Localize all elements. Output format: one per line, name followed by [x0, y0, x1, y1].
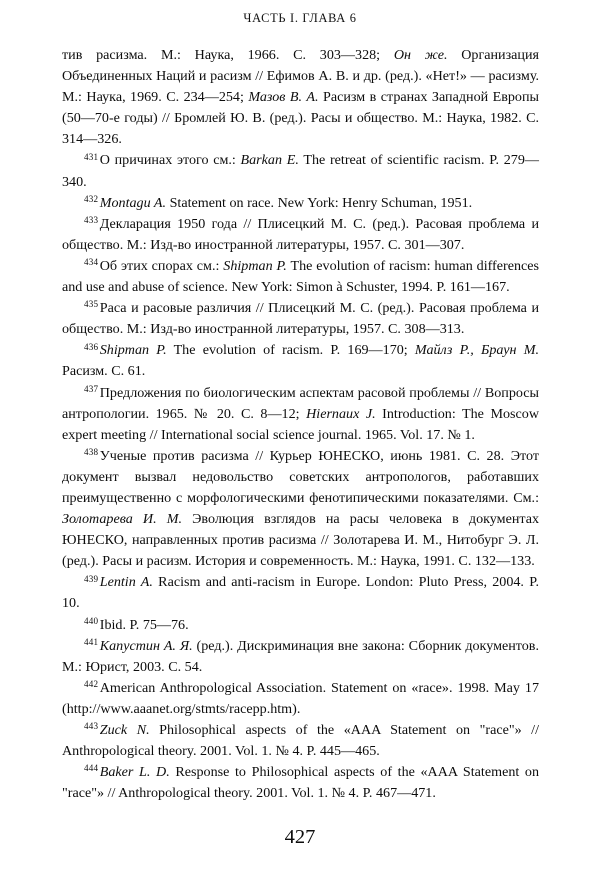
footnote-entry [62, 762, 539, 804]
footnote-number: 436 [84, 341, 99, 352]
reference-text: Ученые против расизма // Курьер ЮНЕСКО, июнь 1981. С. 28. Этот документ вызвал недовольство советских антропологов, работавших преимущественно с морфологическими фенотипическими показателями. См.: [62, 447, 539, 506]
footnote-entry [62, 383, 539, 446]
continued-paragraph [62, 45, 539, 150]
reference-text: American Anthropological Association. Statement on «race». 1998. May 17 (http://www.aaanet.org/stmts/racepp.htm). [62, 679, 539, 717]
footnote-number: 434 [84, 257, 99, 268]
footnote-number: 443 [84, 721, 99, 732]
reference-text: Раса и расовые различия // Плисецкий М. С. (ред.). Расовая проблема и общество. М.: Изд-во иностранной литературы, 1957. С. 308—313. [62, 300, 539, 338]
text-block [62, 45, 539, 804]
footnote-entry [62, 720, 539, 762]
author-name: Shipman P. [99, 342, 167, 359]
reference-text: тив расизма. М.: Наука, 1966. С. 303—328; [62, 47, 394, 63]
reference-text: Introduction: The Moscow expert meeting // International social science journal. 1965. Vol. 17. № 1. [62, 405, 539, 443]
footnote-entry [62, 298, 539, 340]
author-name: Он же. [393, 47, 448, 63]
footnote-number: 431 [84, 151, 99, 162]
footnote-entry [62, 256, 539, 298]
reference-text: Расизм. С. 61. [62, 363, 146, 380]
reference-text: Декларация 1950 года // Плисецкий М. С. (ред.). Расовая проблема и общество. М.: Изд-во иностранной литературы, 1957. С. 301—307. [62, 215, 539, 253]
footnote-number: 440 [84, 615, 99, 626]
footnote-entry [62, 340, 539, 382]
author-name: Мазов В. А. [248, 89, 319, 106]
reference-text: Statement on race. New York: Henry Schuman, 1951. [166, 194, 473, 211]
footnote-entry [62, 636, 539, 678]
footnote-number: 432 [84, 193, 99, 204]
footnote-entry [62, 214, 539, 256]
author-name: Barkan E. [240, 152, 299, 169]
footnote-number: 438 [84, 447, 99, 458]
author-name: Lentin A. [99, 574, 153, 591]
author-name: Hiernaux J. [306, 405, 376, 422]
author-name: Капустин А. Я. [99, 637, 193, 654]
footnote-entry [62, 446, 539, 573]
reference-text: Philosophical aspects of the «AAA Statement on "race"» // Anthropological theory. 2001. Vol. 1. № 4. P. 445—465. [62, 722, 540, 760]
footnote-entry [62, 193, 539, 214]
author-name: Shipman P. [223, 257, 287, 274]
author-name: Baker L. D. [99, 764, 170, 781]
footnote-number: 441 [84, 636, 99, 647]
footnote-number: 439 [84, 573, 99, 584]
footnote-entry [62, 678, 539, 720]
reference-text: Racism and anti-racism in Europe. London: Pluto Press, 2004. P. 10. [62, 574, 539, 612]
footnote-entry [62, 150, 539, 192]
footnote-number: 442 [84, 679, 99, 690]
reference-text: (ред.). Дискриминация вне закона: Сборник документов. М.: Юрист, 2003. С. 54. [62, 637, 539, 675]
author-name: Zuck N. [99, 722, 150, 738]
reference-text: Ibid. P. 75—76. [99, 616, 189, 633]
author-name: Майлз Р., Браун М. [414, 342, 539, 359]
reference-text: О причинах этого см.: [99, 152, 241, 169]
reference-text: Организация Объединенных Наций и расизм // Ефимов А. В. и др. (ред.). «Нет!» — расизму. М.: Наука, 1969. С. 234—254; [62, 47, 539, 106]
reference-text: Response to Philosophical aspects of the «AAA Statement on "race"» // Anthropological theory. 2001. Vol. 1. № 4. P. 467—471. [62, 764, 540, 802]
page-number: 427 [284, 826, 316, 848]
reference-text: The evolution of racism: human differences and use and abuse of science. New York: Simon à Schuster, 1994. P. 161—167. [62, 257, 539, 296]
footnote-entry [62, 572, 539, 614]
reference-text: Об этих спорах см.: [99, 257, 224, 274]
reference-text: Эволюция взглядов на расы человека в документах ЮНЕСКО, направленных против расизма // Золотарева И. М., Нитобург Э. Л. (ред.). Расы и расизм. История и современность. М.: Наука, 1991. С. 132—133. [62, 511, 539, 570]
running-head: ЧАСТЬ I. ГЛАВА 6 [243, 11, 357, 25]
footnote-number: 433 [84, 215, 99, 226]
reference-text: The evolution of racism. P. 169—170; [166, 342, 415, 359]
reference-text: Предложения по биологическим аспектам расовой проблемы // Вопросы антропологии. 1965. № 20. С. 8—12; [62, 384, 539, 422]
footnote-number: 444 [84, 763, 99, 774]
author-name: Montagu A. [99, 194, 167, 211]
footnote-entry [62, 615, 539, 636]
reference-text: Расизм в странах Западной Европы (50—70-е годы) // Бромлей Ю. В. (ред.). Расы и общество. М.: Наука, 1982. С. 314—326. [62, 89, 539, 148]
footnote-list [62, 150, 539, 804]
reference-text: The retreat of scientific racism. P. 279—340. [62, 152, 539, 190]
footnote-number: 437 [84, 383, 99, 394]
author-name: Золотарева И. М. [62, 511, 182, 528]
footnote-number: 435 [84, 299, 99, 310]
